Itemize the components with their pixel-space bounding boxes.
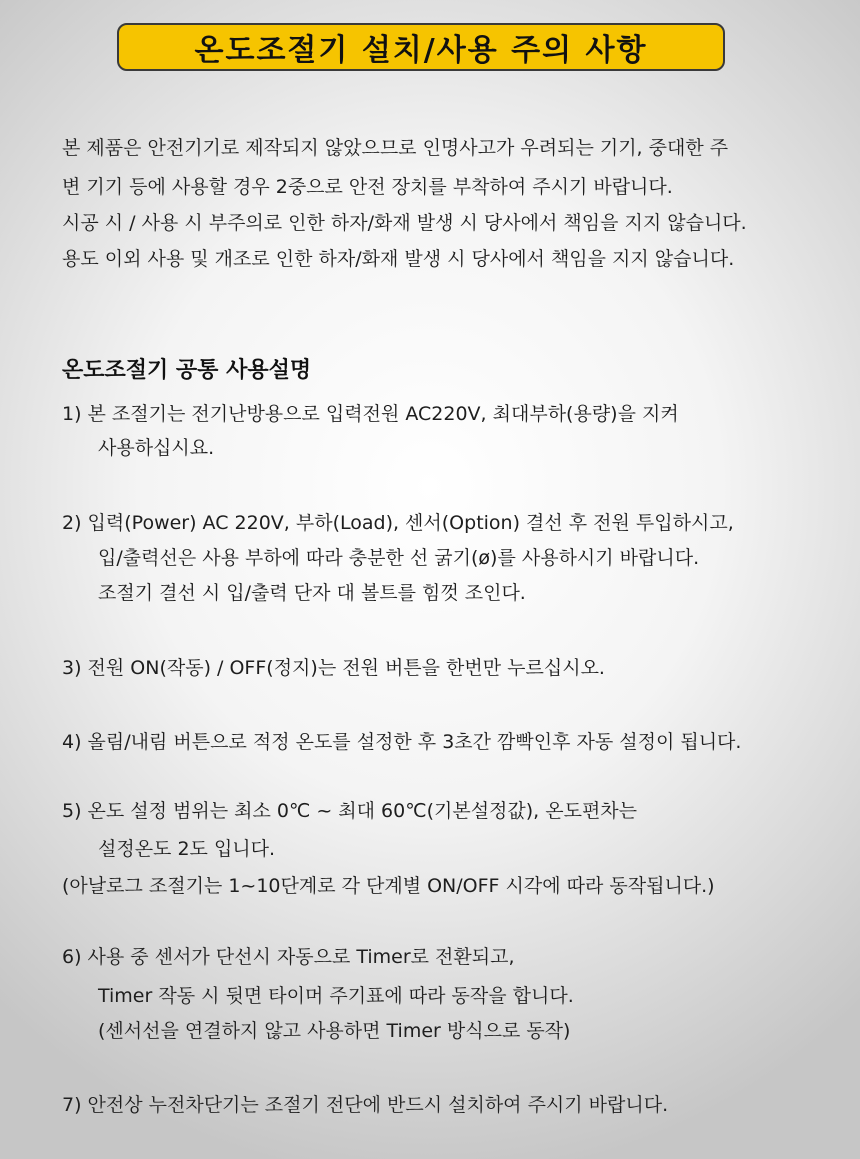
- instruction-line: 1) 본 조절기는 전기난방용으로 입력전원 AC220V, 최대부하(용량)을 지켜: [62, 403, 679, 425]
- section-heading: 온도조절기 공통 사용설명: [62, 358, 312, 383]
- instruction-line: 사용하십시요.: [98, 437, 215, 459]
- instruction-line: 조절기 결선 시 입/출력 단자 대 볼트를 힘껏 조인다.: [98, 582, 526, 604]
- instruction-line: 7) 안전상 누전차단기는 조절기 전단에 반드시 설치하여 주시기 바랍니다.: [62, 1094, 669, 1116]
- instruction-line: (센서선을 연결하지 않고 사용하면 Timer 방식으로 동작): [98, 1020, 571, 1042]
- notice-line: 시공 시 / 사용 시 부주의로 인한 하자/화재 발생 시 당사에서 책임을 지지 않습니다.: [62, 212, 747, 234]
- instruction-line: 3) 전원 ON(작동) / OFF(정지)는 전원 버튼을 한번만 누르십시오.: [62, 657, 605, 679]
- page-title: 온도조절기 설치/사용 주의 사항: [194, 33, 648, 68]
- notice-line: 변 기기 등에 사용할 경우 2중으로 안전 장치를 부착하여 주시기 바랍니다.: [62, 176, 673, 198]
- notice-line: 본 제품은 안전기기로 제작되지 않았으므로 인명사고가 우려되는 기기, 중대한 주: [62, 137, 729, 159]
- notice-line: 용도 이외 사용 및 개조로 인한 하자/화재 발생 시 당사에서 책임을 지지 않습니다.: [62, 248, 735, 270]
- instruction-line: 6) 사용 중 센서가 단선시 자동으로 Timer로 전환되고,: [62, 946, 515, 968]
- instruction-line: 4) 올림/내림 버튼으로 적정 온도를 설정한 후 3초간 깜빡인후 자동 설정이 됩니다.: [62, 731, 742, 753]
- instruction-line: (아날로그 조절기는 1~10단계로 각 단계별 ON/OFF 시각에 따라 동작됩니다.): [62, 875, 715, 897]
- instruction-line: 입/출력선은 사용 부하에 따라 충분한 선 굵기(ø)를 사용하시기 바랍니다.: [98, 547, 700, 569]
- instruction-line: 설정온도 2도 입니다.: [98, 838, 276, 860]
- title-banner: [117, 23, 725, 71]
- instruction-line: 2) 입력(Power) AC 220V, 부하(Load), 센서(Option) 결선 후 전원 투입하시고,: [62, 512, 734, 534]
- instruction-line: 5) 온도 설정 범위는 최소 0℃ ~ 최대 60℃(기본설정값), 온도편차는: [62, 800, 638, 822]
- instruction-line: Timer 작동 시 뒷면 타이머 주기표에 따라 동작을 합니다.: [98, 985, 574, 1007]
